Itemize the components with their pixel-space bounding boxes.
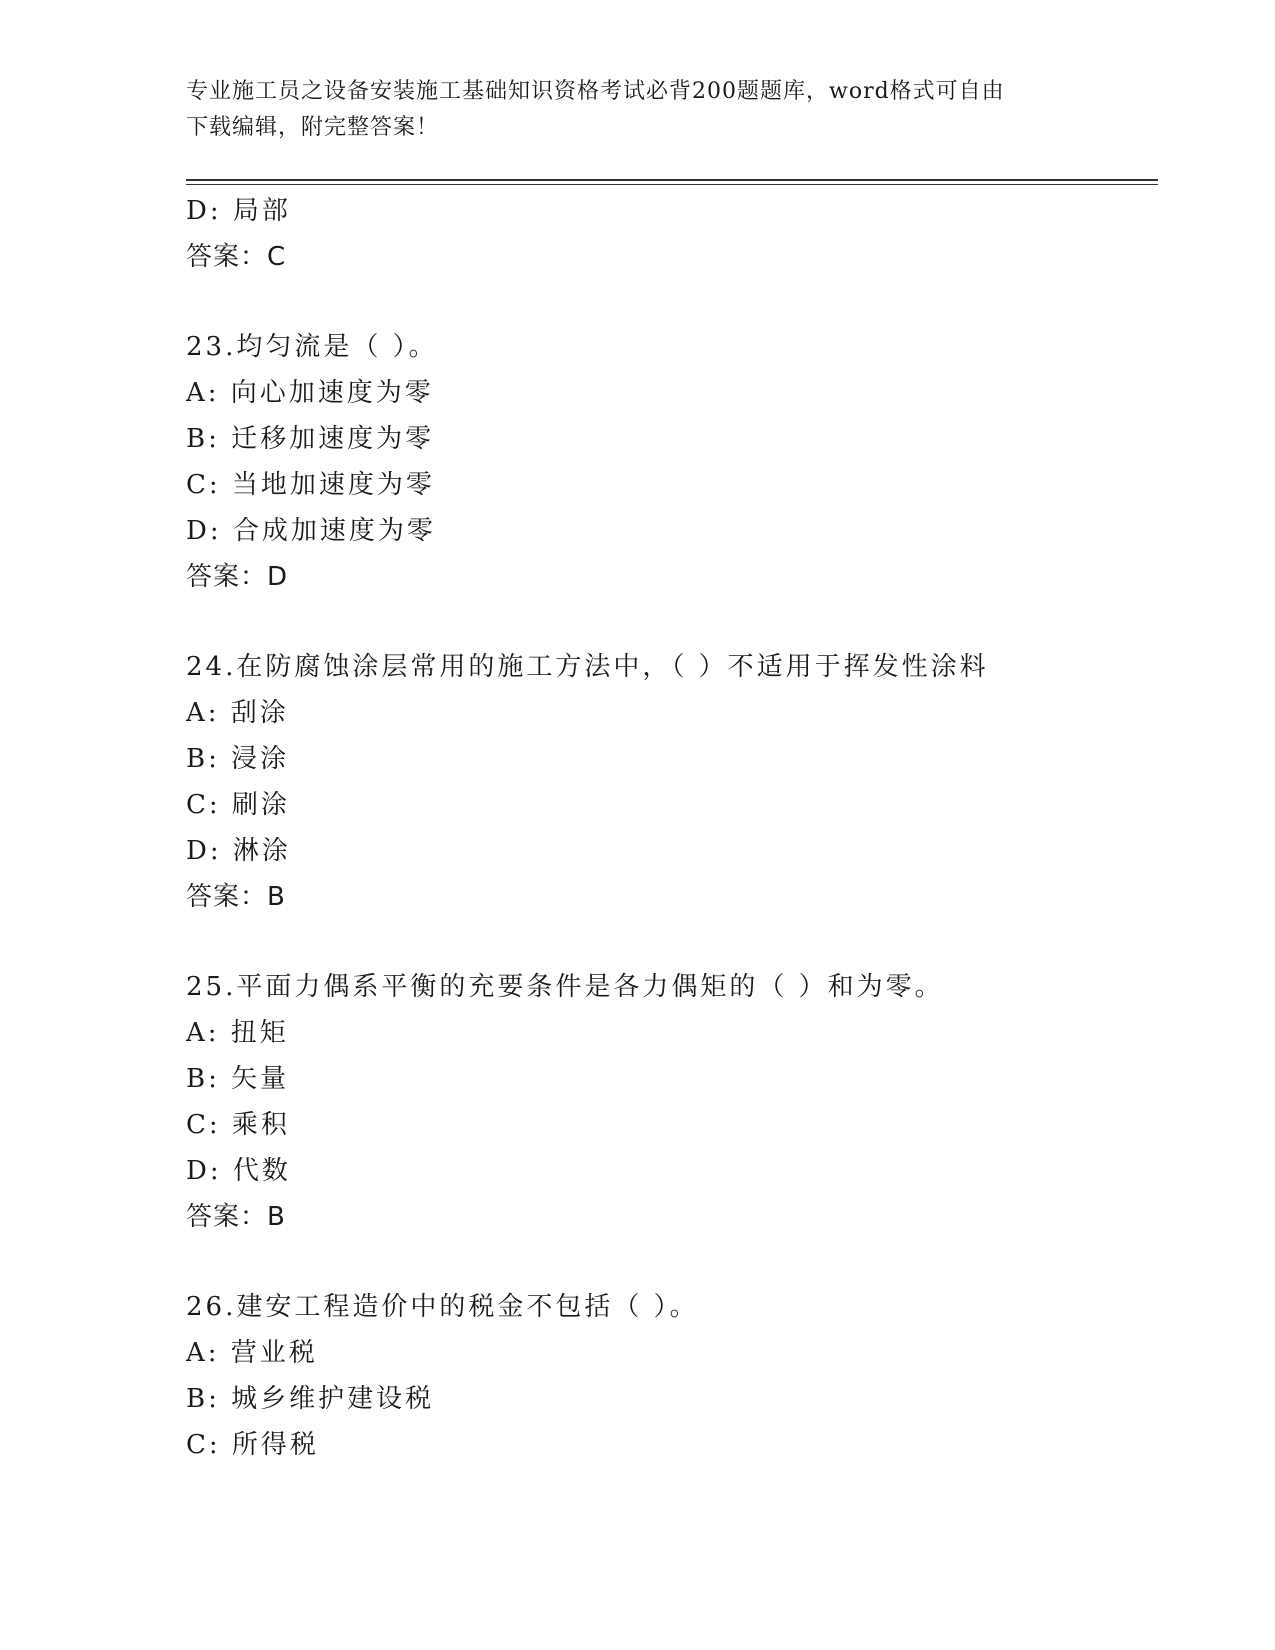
document-header	[186, 74, 1086, 146]
option-c: C: 乘积	[186, 1110, 290, 1140]
answer-line: 答案：B	[186, 882, 286, 912]
question-title: 26.建安工程造价中的税金不包括（ ）。	[186, 1292, 699, 1322]
option-c: C: 当地加速度为零	[186, 470, 435, 500]
document-body	[186, 188, 1158, 1468]
header-rule-thin	[186, 184, 1158, 185]
option-a: A: 向心加速度为零	[186, 378, 434, 408]
header-line-2: 下载编辑，附完整答案！	[186, 115, 440, 140]
option-d: D: 合成加速度为零	[186, 516, 436, 546]
option-b: B: 浸涂	[186, 744, 290, 774]
option-a: A: 扭矩	[186, 1018, 289, 1048]
option-b: B: 迁移加速度为零	[186, 424, 435, 454]
question-title: 25.平面力偶系平衡的充要条件是各力偶矩的（ ）和为零。	[186, 972, 944, 1002]
option-c: C: 刷涂	[186, 790, 290, 820]
option-a: A: 营业税	[186, 1338, 318, 1368]
option-d: D: 局部	[186, 196, 291, 226]
option-a: A: 刮涂	[186, 698, 289, 728]
option-d: D: 代数	[186, 1156, 291, 1186]
header-rule-thick	[186, 179, 1158, 181]
option-b: B: 矢量	[186, 1064, 290, 1094]
answer-line: 答案：C	[186, 242, 287, 272]
option-d: D: 淋涂	[186, 836, 291, 866]
answer-line: 答案：B	[186, 1202, 286, 1232]
answer-line: 答案：D	[186, 562, 289, 592]
option-c: C: 所得税	[186, 1430, 319, 1460]
question-title: 24.在防腐蚀涂层常用的施工方法中，（ ）不适用于挥发性涂料	[186, 652, 989, 682]
option-b: B: 城乡维护建设税	[186, 1384, 435, 1414]
question-title: 23.均匀流是（ ）。	[186, 332, 438, 362]
header-line-1: 专业施工员之设备安装施工基础知识资格考试必背200题题库，word格式可自由	[186, 79, 1005, 104]
